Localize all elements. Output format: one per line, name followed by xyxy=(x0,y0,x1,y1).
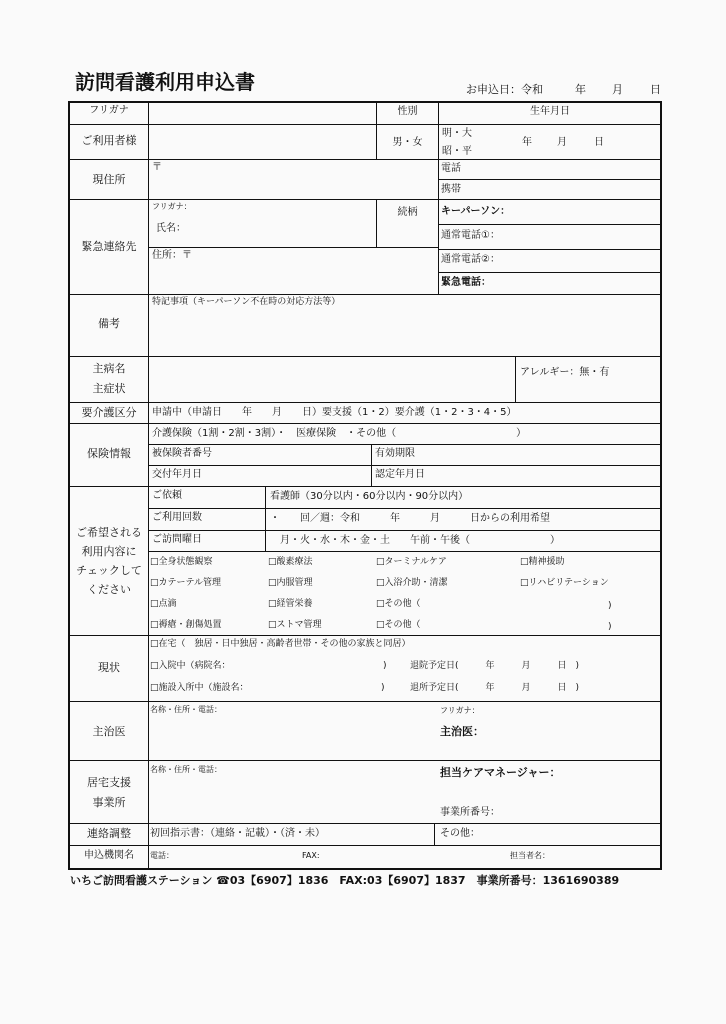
status-home[interactable]: □在宅（ 独居・日中独居・高齢者世帯・その他の家族と同居） xyxy=(150,639,411,649)
key-person-label: キーパーソン： xyxy=(441,206,511,217)
application-date-year: 年 xyxy=(575,83,586,96)
certification-date-label: 認定年月日 xyxy=(375,469,425,480)
care-office-label-line1: 居宅支援 xyxy=(87,776,131,789)
status-facility[interactable]: □施設入所中（施設名： xyxy=(150,683,249,693)
care-manager-label: 担当ケアマネージャー： xyxy=(440,766,561,779)
check-tube-feeding[interactable]: □経管栄養 xyxy=(268,599,313,609)
status-label: 現状 xyxy=(98,661,120,674)
issue-date-label: 交付年月日 xyxy=(152,469,202,480)
postal-mark: 〒 xyxy=(152,162,162,173)
emergency-address: 住所：〒 xyxy=(152,250,192,261)
insurance-types: 介護保険（1割・2割・3割）・ 医療保険 ・その他（ ） xyxy=(152,428,527,439)
visit-day-label: ご訪問曜日 xyxy=(152,534,202,545)
request-type-value: 看護師（30分以内・60分以内・90分以内） xyxy=(270,491,469,502)
visit-day-value: 月・火・水・木・金・土 午前・午後（ ） xyxy=(280,535,560,546)
gender-label: 性別 xyxy=(397,106,418,117)
emergency-name: 氏名： xyxy=(156,223,186,234)
request-label-line3: チェックして xyxy=(76,564,142,577)
check-wound-care[interactable]: □褥瘡・創傷処置 xyxy=(150,620,222,630)
emergency-contact-label: 緊急連絡先 xyxy=(81,240,137,253)
doctor-label: 主治医 xyxy=(92,725,126,738)
emergency-furigana: フリガナ： xyxy=(152,202,192,211)
check-bathing[interactable]: □入浴介助・清潔 xyxy=(376,578,448,588)
furigana-label: フリガナ xyxy=(89,105,129,116)
application-date-label: お申込日：令和 xyxy=(466,83,543,96)
check-stoma[interactable]: □ストマ管理 xyxy=(268,620,322,630)
request-type-label: ご依頼 xyxy=(152,490,182,501)
check-other-2-close: ) xyxy=(608,622,612,632)
remarks-label: 備考 xyxy=(98,317,120,330)
coordination-text: 初回指示書：（連絡・記載）・（済・未） xyxy=(150,828,325,839)
user-label: ご利用者様 xyxy=(81,134,137,147)
insured-number-label: 被保険者番号 xyxy=(152,448,212,459)
doctor-info-label: 名称・住所・電話： xyxy=(150,705,222,714)
check-medication[interactable]: □内服管理 xyxy=(268,578,313,588)
office-number-label: 事業所番号： xyxy=(440,807,500,818)
care-office-info-label: 名称・住所・電話： xyxy=(150,765,222,774)
main-symptom-label: 主症状 xyxy=(92,382,126,395)
frequency-value: ・ 回／週：令和 年 月 日からの利用希望 xyxy=(270,513,550,524)
normal-phone-1: 通常電話①： xyxy=(441,230,500,241)
applicant-fax: FAX: xyxy=(302,851,320,860)
request-label-line1: ご希望される xyxy=(76,526,142,539)
request-label-line2: 利用内容に xyxy=(81,545,137,558)
check-oxygen[interactable]: □酸素療法 xyxy=(268,557,313,567)
birth-era-2: 昭・平 xyxy=(442,146,472,157)
remarks-note: 特記事項（キーパーソン不在時の対応方法等） xyxy=(152,297,341,307)
check-drip[interactable]: □点滴 xyxy=(150,599,177,609)
allergy-label: アレルギー：無・有 xyxy=(520,367,610,378)
check-terminal-care[interactable]: □ターミナルケア xyxy=(376,557,447,567)
page-title: 訪問看護利用申込書 xyxy=(75,70,255,94)
request-label-line4: ください xyxy=(87,583,131,596)
check-other-1-close: ) xyxy=(608,601,612,611)
footer-station-info: いちご訪問看護ステーション ☎03【6907】1836 FAX:03【6907】1837 事業所番号：1361690389 xyxy=(70,874,620,887)
birth-era-1: 明・大 xyxy=(442,128,472,139)
phone-label: 電話 xyxy=(441,163,461,174)
doctor-name-label: 主治医： xyxy=(440,725,484,738)
doctor-furigana-label: フリガナ： xyxy=(440,706,480,715)
discharge-date: 退院予定日( 年 月 日 ) xyxy=(410,661,580,671)
check-full-body[interactable]: □全身状態観察 xyxy=(150,557,213,567)
valid-period-label: 有効期限 xyxy=(375,448,415,459)
status-facility-close: ) xyxy=(381,683,385,693)
applicant-person: 担当者名： xyxy=(510,851,550,860)
insurance-label: 保険情報 xyxy=(87,447,131,460)
address-label: 現住所 xyxy=(92,173,126,186)
care-level-text: 申請中（申請日 年 月 日）要支援（1・2）要介護（1・2・3・4・5） xyxy=(152,407,517,418)
birth-month: 月 xyxy=(557,137,567,148)
care-office-label-line2: 事業所 xyxy=(92,796,126,809)
check-catheter[interactable]: □カテーテル管理 xyxy=(150,578,222,588)
application-date-day: 日 xyxy=(650,83,661,96)
care-level-label: 要介護区分 xyxy=(81,406,137,419)
coordination-label: 連絡調整 xyxy=(87,827,131,840)
check-mental-support[interactable]: □精神援助 xyxy=(520,557,565,567)
check-other-1[interactable]: □その他（ xyxy=(376,599,421,609)
birth-day: 日 xyxy=(594,137,604,148)
applicant-label: 申込機関名 xyxy=(84,850,134,861)
status-hospital-close: ) xyxy=(383,661,387,671)
frequency-label: ご利用回数 xyxy=(152,512,202,523)
emergency-phone: 緊急電話： xyxy=(441,277,491,288)
birth-date-label: 生年月日 xyxy=(530,106,570,117)
main-disease-label: 主病名 xyxy=(92,362,126,375)
applicant-phone: 電話： xyxy=(150,851,174,860)
mobile-label: 携帯 xyxy=(441,184,461,195)
birth-year: 年 xyxy=(522,137,532,148)
application-date-month: 月 xyxy=(612,83,623,96)
status-hospital[interactable]: □入院中（病院名： xyxy=(150,661,231,671)
leave-date: 退所予定日( 年 月 日 ) xyxy=(410,683,580,693)
emergency-relation: 続柄 xyxy=(397,207,418,218)
normal-phone-2: 通常電話②： xyxy=(441,254,500,265)
coordination-other: その他： xyxy=(440,828,480,839)
check-other-2[interactable]: □その他（ xyxy=(376,620,421,630)
gender-value: 男・女 xyxy=(392,137,423,148)
check-rehabilitation[interactable]: □リハビリテーション xyxy=(520,578,609,588)
